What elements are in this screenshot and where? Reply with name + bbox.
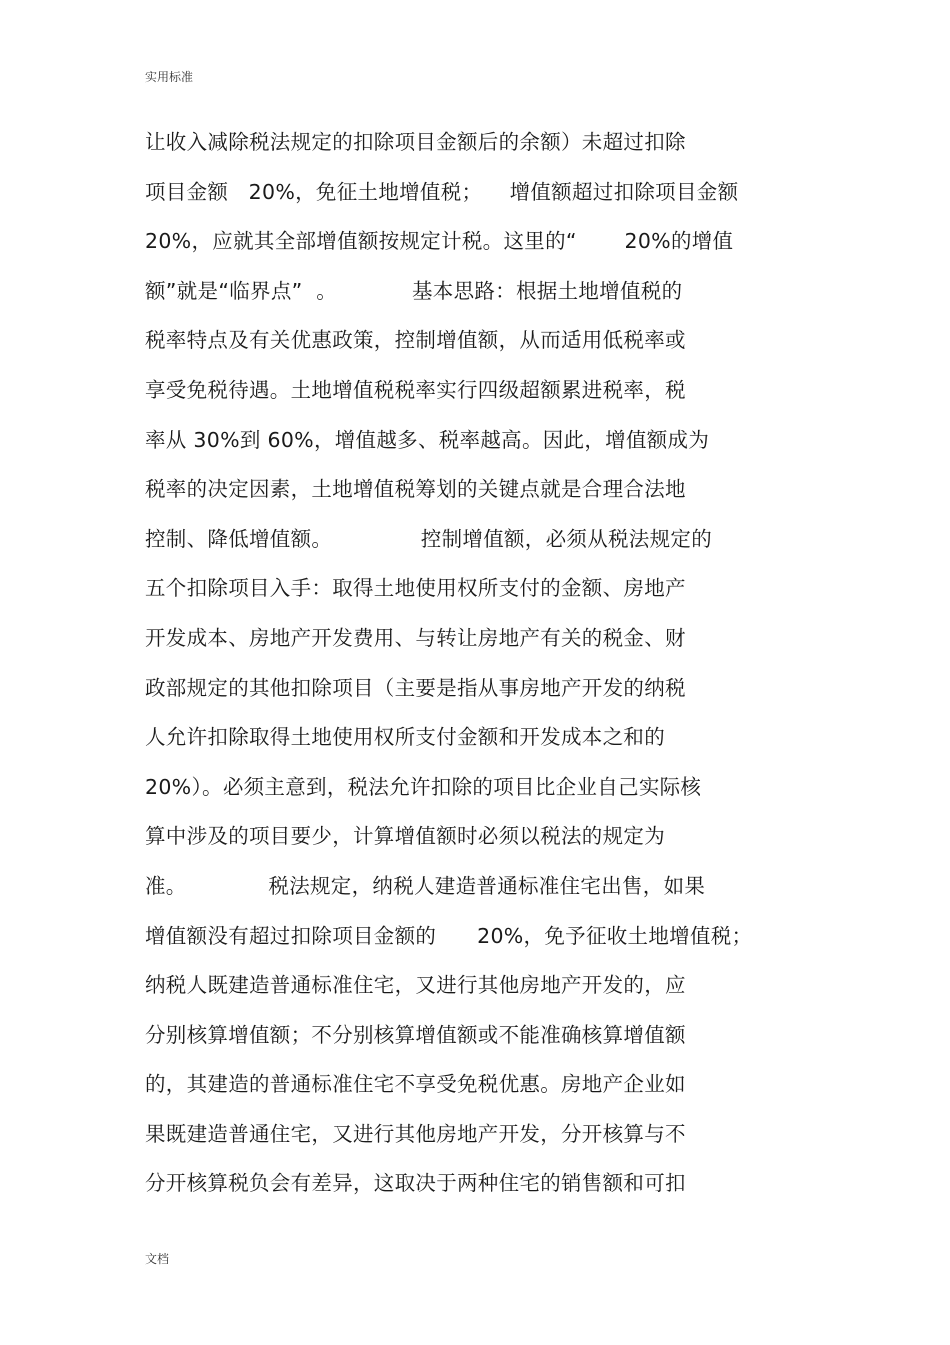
text-line: 纳税人既建造普通标准住宅，又进行其他房地产开发的，应 bbox=[145, 973, 686, 998]
text-line: 20%）。必须主意到，税法允许扣除的项目比企业自己实际核 bbox=[145, 774, 702, 799]
text-line: 控制、降低增值额。 控制增值额，必须从税法规定的 bbox=[145, 526, 713, 551]
text-line: 分开核算税负会有差异，这取决于两种住宅的销售额和可扣 bbox=[145, 1171, 686, 1196]
text-line: 增值额没有超过扣除项目金额的 20%，免予征收土地增值税； bbox=[145, 923, 753, 948]
text-line: 税率的决定因素，土地增值税筹划的关键点就是合理合法地 bbox=[145, 477, 686, 502]
text-line: 项目金额 20%，免征土地增值税； 增值额超过扣除项目金额 bbox=[145, 179, 739, 204]
page-footer: 文档 bbox=[145, 1252, 170, 1266]
text-line: 政部规定的其他扣除项目（主要是指从事房地产开发的纳税 bbox=[145, 675, 686, 700]
body-text bbox=[145, 124, 825, 1215]
text-line: 的，其建造的普通标准住宅不享受免税优惠。房地产企业如 bbox=[145, 1072, 686, 1097]
text-line: 分别核算增值额；不分别核算增值额或不能准确核算增值额 bbox=[145, 1022, 686, 1047]
text-line: 率从 30%到 60%，增值越多、税率越高。因此，增值额成为 bbox=[145, 427, 710, 452]
text-line: 人允许扣除取得土地使用权所支付金额和开发成本之和的 bbox=[145, 725, 665, 750]
text-line: 开发成本、房地产开发费用、与转让房地产有关的税金、财 bbox=[145, 625, 686, 650]
text-line: 让收入减除税法规定的扣除项目金额后的余额）未超过扣除 bbox=[145, 130, 686, 154]
text-line: 税率特点及有关优惠政策，控制增值额，从而适用低税率或 bbox=[145, 328, 686, 353]
text-line: 额”就是“临界点” 。 基本思路：根据土地增值税的 bbox=[145, 278, 683, 303]
text-line: 准。 税法规定，纳税人建造普通标准住宅出售，如果 bbox=[145, 873, 706, 898]
text-line: 20%，应就其全部增值额按规定计税。这里的“ 20%的增值 bbox=[145, 229, 734, 254]
text-line: 五个扣除项目入手：取得土地使用权所支付的金额、房地产 bbox=[145, 576, 686, 601]
page-header: 实用标准 bbox=[145, 70, 194, 84]
text-line: 算中涉及的项目要少，计算增值额时必须以税法的规定为 bbox=[145, 824, 665, 849]
text-line: 果既建造普通住宅，又进行其他房地产开发，分开核算与不 bbox=[145, 1121, 686, 1146]
text-line: 享受免税待遇。土地增值税税率实行四级超额累进税率，税 bbox=[145, 377, 686, 402]
